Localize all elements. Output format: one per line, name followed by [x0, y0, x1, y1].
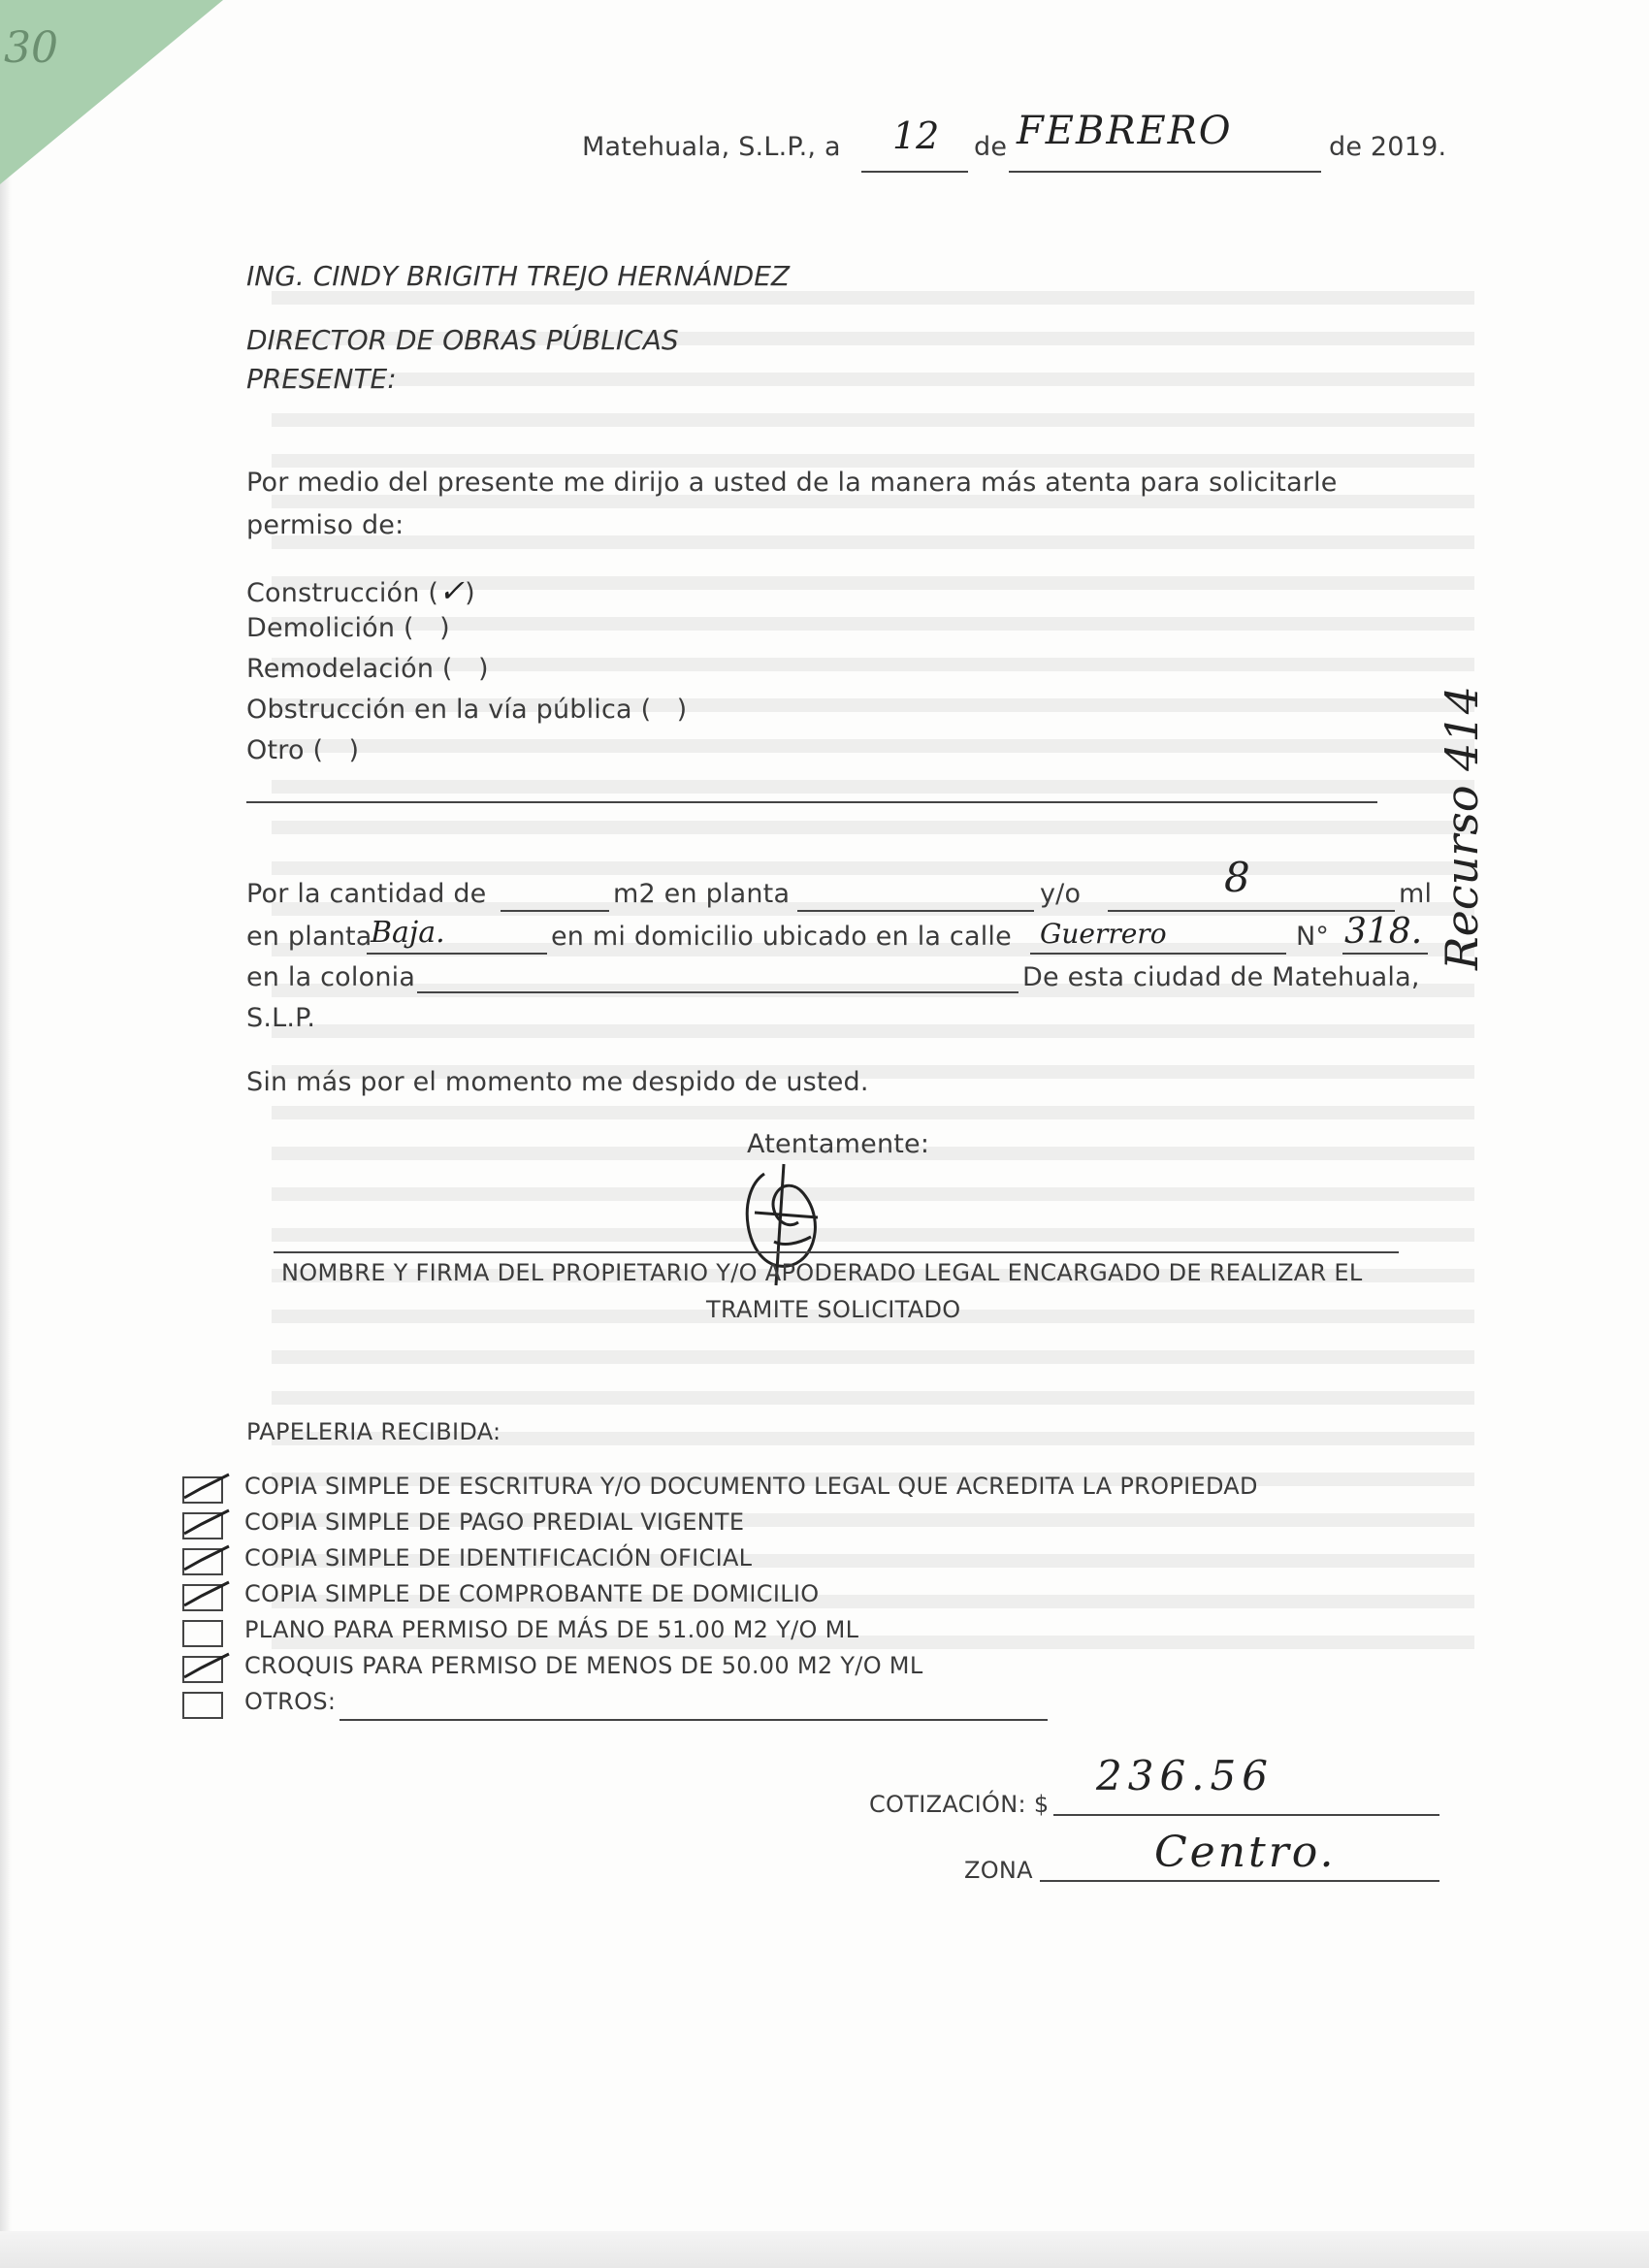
zone-value: Centro.	[1154, 1828, 1337, 1877]
permit-option-label: Demolición (	[246, 613, 414, 643]
paper-item-label: COPIA SIMPLE DE COMPROBANTE DE DOMICILIO	[244, 1580, 820, 1607]
permit-option-close: )	[676, 695, 688, 725]
qty-label-slp: S.L.P.	[246, 1003, 316, 1033]
qty-label-ml: ml	[1399, 879, 1433, 909]
check-mark-icon	[177, 1505, 235, 1539]
date-month: FEBRERO	[1017, 109, 1233, 153]
permit-option-close: )	[465, 578, 475, 608]
scan-edge-shadow	[0, 0, 12, 2268]
qty-number-value: 318.	[1344, 912, 1423, 952]
qty-street-value: Guerrero	[1040, 918, 1167, 950]
closing-regards: Atentamente:	[747, 1129, 930, 1159]
addressee-name: ING. CINDY BRIGITH TREJO HERNÁNDEZ	[246, 260, 791, 292]
qty-m2-line[interactable]	[501, 910, 609, 912]
zone-label: ZONA	[964, 1857, 1033, 1884]
addressee-title: DIRECTOR DE OBRAS PÚBLICAS	[246, 324, 679, 356]
zone-line[interactable]	[1040, 1880, 1439, 1882]
permit-option-remodelacion[interactable]	[246, 654, 489, 684]
permit-option-otro[interactable]	[246, 735, 359, 765]
quote-label: COTIZACIÓN: $	[869, 1791, 1050, 1818]
qty-label-cantidad: Por la cantidad de	[246, 879, 487, 909]
qty-label-yo: y/o	[1040, 879, 1082, 909]
date-day-line	[861, 171, 968, 173]
permit-option-obstruccion[interactable]	[246, 695, 687, 725]
paper-item-label: OTROS:	[244, 1688, 337, 1715]
qty-colonia-line[interactable]	[417, 991, 1018, 993]
closing-goodbye: Sin más por el momento me despido de usted.	[246, 1067, 869, 1097]
qty-ml-value: 8	[1224, 854, 1250, 901]
permit-check-mark: ✓	[438, 572, 466, 609]
qty-number-line[interactable]	[1342, 953, 1428, 955]
permit-option-label: Remodelación (	[246, 654, 453, 684]
permit-option-demolicion[interactable]	[246, 613, 450, 643]
date-month-line	[1009, 171, 1321, 173]
qty-label-colonia: en la colonia	[246, 962, 416, 992]
qty-label-calle: en mi domicilio ubicado en la calle	[551, 922, 1012, 952]
permit-option-close: )	[478, 654, 489, 684]
date-year: de 2019.	[1329, 132, 1447, 162]
signature-caption-1: NOMBRE Y FIRMA DEL PROPIETARIO Y/O APODERADO LEGAL ENCARGADO DE REALIZAR EL	[281, 1259, 1363, 1286]
signature-line[interactable]	[274, 1251, 1399, 1253]
paper-item-label: PLANO PARA PERMISO DE MÁS DE 51.00 M2 Y/O ML	[244, 1616, 859, 1643]
paper-item-label: COPIA SIMPLE DE IDENTIFICACIÓN OFICIAL	[244, 1544, 753, 1571]
permit-option-close: )	[348, 735, 360, 765]
scan-bottom-edge	[0, 2231, 1649, 2268]
date-de: de	[974, 132, 1008, 162]
addressee-greeting: PRESENTE:	[246, 363, 397, 395]
intro-line-1: Por medio del presente me dirijo a usted de la manera más atenta para solicitarle	[246, 468, 1338, 498]
qty-planta-value: Baja.	[371, 916, 445, 950]
qty-planta-value-line[interactable]	[367, 953, 547, 955]
paper-checkbox[interactable]	[182, 1692, 223, 1719]
intro-line-2: permiso de:	[246, 510, 404, 540]
paper-checkbox[interactable]	[182, 1620, 223, 1647]
check-mark-icon	[177, 1469, 235, 1504]
permit-option-label: Construcción (	[246, 578, 439, 608]
quote-value: 236.56	[1096, 1752, 1274, 1799]
paper-item-label: COPIA SIMPLE DE ESCRITURA Y/O DOCUMENTO LEGAL QUE ACREDITA LA PROPIEDAD	[244, 1473, 1258, 1500]
paper-item-label: COPIA SIMPLE DE PAGO PREDIAL VIGENTE	[244, 1508, 745, 1536]
permit-option-close: )	[439, 613, 450, 643]
corner-stamp-number: 30	[4, 23, 58, 73]
permit-option-label: Otro (	[246, 735, 324, 765]
check-mark-icon	[177, 1648, 235, 1683]
quote-line[interactable]	[1053, 1814, 1439, 1816]
check-mark-icon	[177, 1540, 235, 1575]
qty-label-ciudad: De esta ciudad de Matehuala,	[1022, 962, 1420, 992]
signature-caption-2: TRAMITE SOLICITADO	[706, 1296, 961, 1323]
date-prefix: Matehuala, S.L.P., a	[582, 132, 841, 162]
qty-label-en-planta: en planta	[246, 922, 372, 952]
qty-label-numero: N°	[1296, 922, 1330, 952]
paper-item-label: CROQUIS PARA PERMISO DE MENOS DE 50.00 M2 Y/O ML	[244, 1652, 923, 1679]
papers-heading: PAPELERIA RECIBIDA:	[246, 1418, 501, 1445]
otros-line[interactable]	[340, 1719, 1048, 1721]
qty-label-m2: m2 en planta	[613, 879, 791, 909]
check-mark-icon	[177, 1576, 235, 1611]
qty-planta-line[interactable]	[797, 910, 1034, 912]
otro-description-line[interactable]	[246, 801, 1377, 803]
permit-option-label: Obstrucción en la vía pública (	[246, 695, 652, 725]
margin-handwritten-note: Recurso 414	[1436, 686, 1488, 970]
date-day: 12	[892, 114, 940, 157]
permit-option-construccion[interactable]	[246, 572, 475, 609]
qty-street-line[interactable]	[1030, 953, 1286, 955]
